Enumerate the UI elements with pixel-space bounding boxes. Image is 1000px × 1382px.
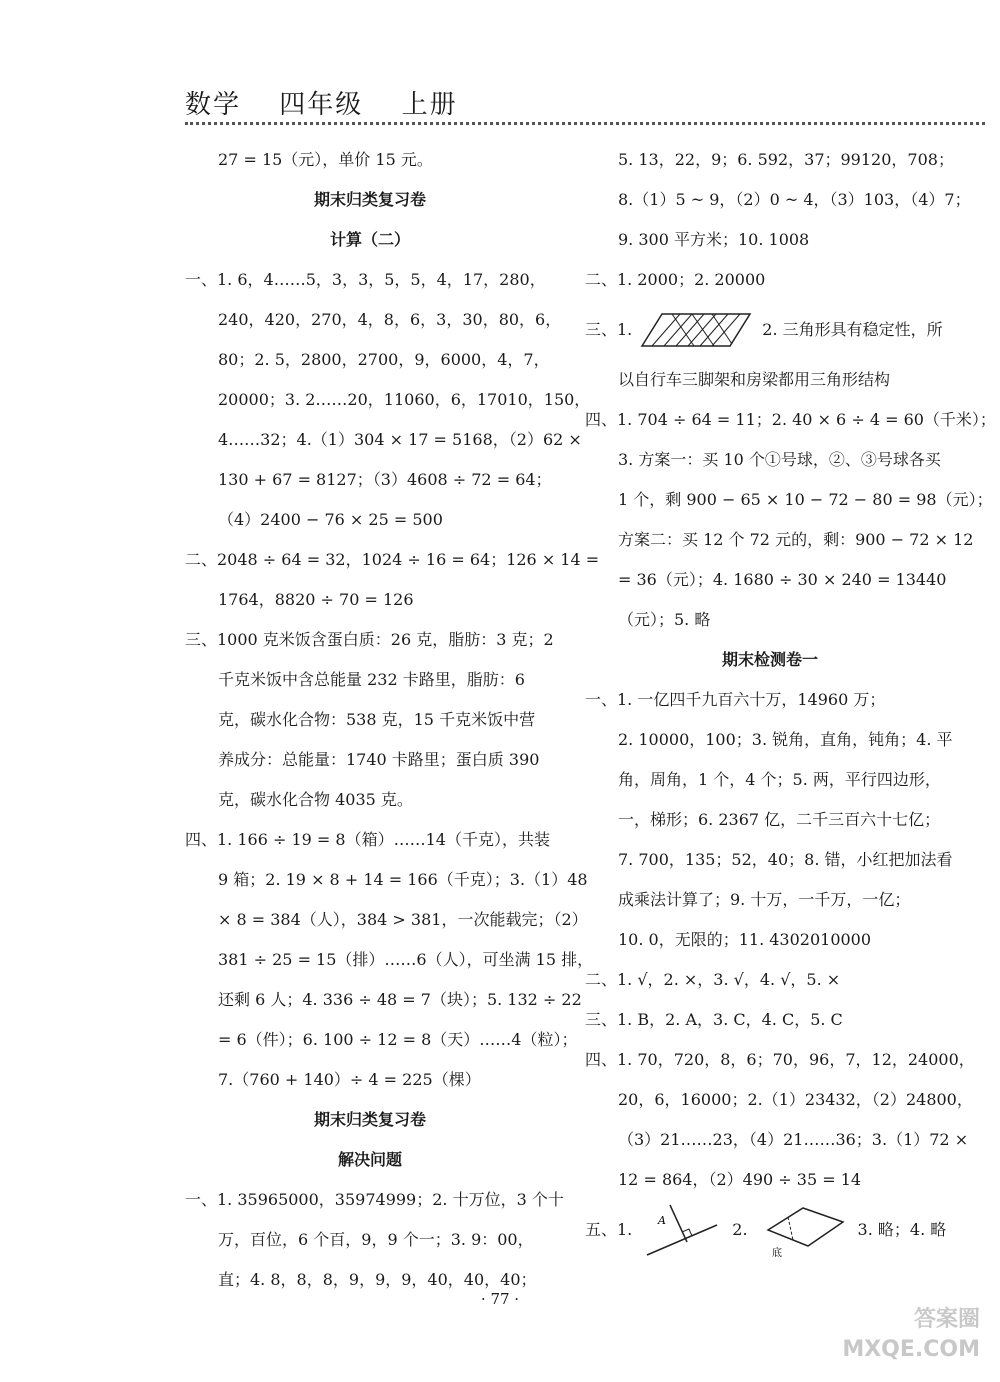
watermark-line: 答案圈 <box>913 1307 980 1332</box>
answer-line: （4）2400 − 76 × 25 = 500 <box>218 510 443 529</box>
right-column <box>585 140 996 1260</box>
answer-text: 2. 三角形具有稳定性，所 <box>762 320 943 339</box>
answer-line-with-figures <box>585 1200 955 1260</box>
answer-line: 角，周角，1 个，4 个；5. 两，平行四边形， <box>618 770 941 789</box>
answer-line: 二、1. 2000；2. 20000 <box>585 270 766 289</box>
section-heading: 期末归类复习卷 <box>313 190 426 209</box>
answer-line: 240，420，270，4，8，6，3，30，80，6， <box>218 310 562 329</box>
page-number: · 77 · <box>480 1290 520 1308</box>
page-header <box>185 84 486 121</box>
answer-line: 三、1. B，2. A，3. C，4. C，5. C <box>585 1010 843 1029</box>
answer-label: 2. <box>732 1220 748 1239</box>
answer-line: × 8 = 384（人），384 > 381，一次能载完；（2） <box>218 910 588 929</box>
watermark-line: MXQE.COM <box>842 1337 980 1362</box>
answer-line: 381 ÷ 25 = 15（排）……6（人），可坐满 15 排， <box>218 950 594 969</box>
answer-line: 还剩 6 人；4. 336 ÷ 48 = 7（块）；5. 132 ÷ 22 <box>218 990 582 1009</box>
answer-line: 成乘法计算了；9. 十万，一千万，一亿； <box>618 890 911 909</box>
header-dotted-rule <box>185 122 985 125</box>
answer-line-with-figure <box>585 300 955 360</box>
answer-line: 二、2048 ÷ 64 = 32，1024 ÷ 16 = 64；126 × 14 = <box>185 550 600 569</box>
header-volume: 上册 <box>401 90 458 120</box>
answer-label: 三、1. <box>585 320 633 339</box>
answer-text: 3. 略；4. 略 <box>857 1220 947 1239</box>
parallelogram-hatched-figure <box>642 310 752 350</box>
answer-line: 1 个，剩 900 − 65 × 10 − 72 − 80 = 98（元）； <box>618 490 993 509</box>
answer-line: 一、1. 6，4……5，3，3，5，5，4，17，280， <box>185 270 546 289</box>
answer-line: 一、1. 一亿四千九百六十万，14960 万； <box>585 690 886 709</box>
answer-line: 千克米饭中含总能量 232 卡路里，脂肪：6 <box>218 670 525 689</box>
section-subheading: 计算（二） <box>329 230 410 249</box>
answer-line: 以自行车三脚架和房梁都用三角形结构 <box>618 370 891 389</box>
answer-line: 克，碳水化合物：538 克，15 千克米饭中营 <box>218 710 536 729</box>
answer-line: 2. 10000，100；3. 锐角，直角，钝角；4. 平 <box>618 730 953 749</box>
answer-line: 3. 方案一：买 10 个①号球，②、③号球各买 <box>618 450 941 469</box>
watermark-logo <box>842 1305 980 1365</box>
answer-line: 养成分：总能量：1740 卡路里；蛋白质 390 <box>218 750 540 769</box>
answer-line: = 36（元）；4. 1680 ÷ 30 × 240 = 13440 <box>618 570 947 589</box>
section-heading: 期末归类复习卷 <box>313 1110 426 1129</box>
answer-line: 四、1. 70，720，8，6；70，96，7，12，24000， <box>585 1050 975 1069</box>
rhombus-height-figure <box>758 1200 848 1260</box>
answer-line: 27 = 15（元），单价 15 元。 <box>218 150 433 169</box>
answer-line: 万，百位，6 个百，9，9 个一；3. 9：00， <box>218 1230 534 1249</box>
answer-line: 130 + 67 = 8127；（3）4608 ÷ 72 = 64； <box>218 470 552 489</box>
answer-line: （3）21……23，（4）21……36；3.（1）72 × <box>618 1130 969 1149</box>
answer-line: 1764，8820 ÷ 70 = 126 <box>218 590 414 609</box>
answer-label: 五、1. <box>585 1220 633 1239</box>
answer-line: 20000；3. 2……20，11060，6，17010，150， <box>218 390 591 409</box>
answer-line: 12 = 864，（2）490 ÷ 35 = 14 <box>618 1170 862 1189</box>
answer-line: （元）；5. 略 <box>618 610 711 629</box>
header-grade: 四年级 <box>279 90 364 120</box>
answer-line: 一，梯形；6. 2367 亿，二千三百六十七亿； <box>618 810 941 829</box>
section-subheading: 解决问题 <box>337 1150 402 1169</box>
base-label: 底 <box>771 1248 782 1259</box>
answer-line: 7. 700，135；52，40；8. 错，小红把加法看 <box>618 850 953 869</box>
answer-line: 四、1. 166 ÷ 19 = 8（箱）……14（千克），共装 <box>185 830 550 849</box>
answer-line: 直；4. 8，8，8，9，9，9，40，40，40； <box>218 1270 537 1289</box>
answer-line: 4……32；4.（1）304 × 17 = 5168，（2）62 × <box>218 430 582 449</box>
left-column <box>185 140 600 1300</box>
answer-line: 8.（1）5 ~ 9，（2）0 ~ 4，（3）103，（4）7； <box>618 190 971 209</box>
answer-line: 一、1. 35965000，35974999；2. 十万位，3 个十 <box>185 1190 564 1209</box>
answer-line: 9. 300 平方米；10. 1008 <box>618 230 810 249</box>
answer-line: 二、1. √，2. ×，3. √，4. √，5. × <box>585 970 841 989</box>
section-heading: 期末检测卷一 <box>721 650 818 669</box>
answer-line: 四、1. 704 ÷ 64 = 11；2. 40 × 6 ÷ 4 = 60（千米）； <box>585 410 996 429</box>
perpendicular-line-figure <box>642 1200 722 1260</box>
answer-line: 9 箱；2. 19 × 8 + 14 = 166（千克）；3.（1）48 <box>218 870 588 889</box>
answer-line: 方案二：买 12 个 72 元的，剩：900 − 72 × 12 <box>618 530 974 549</box>
point-label: A <box>658 1214 667 1227</box>
answer-line: 克，碳水化合物 4035 克。 <box>218 790 413 809</box>
answer-line: 三、1000 克米饭含蛋白质：26 克，脂肪：3 克；2 <box>185 630 554 649</box>
answer-line: 20，6，16000；2.（1）23432，（2）24800， <box>618 1090 973 1109</box>
header-subject: 数学 <box>185 90 242 120</box>
answer-line: = 6（件）；6. 100 ÷ 12 = 8（天）……4（粒）； <box>218 1030 578 1049</box>
answer-line: 5. 13，22，9；6. 592，37；99120，708； <box>618 150 954 169</box>
answer-line: 10. 0，无限的；11. 4302010000 <box>618 930 872 949</box>
answer-line: 80；2. 5，2800，2700，9，6000，4，7， <box>218 350 550 369</box>
answer-line: 7.（760 + 140）÷ 4 = 225（棵） <box>218 1070 481 1089</box>
